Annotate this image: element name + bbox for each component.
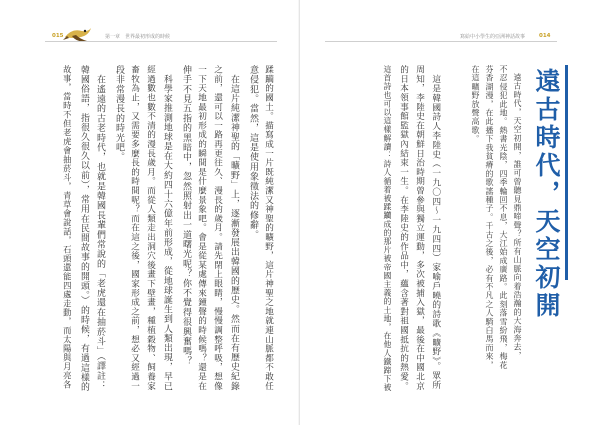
- body-line: 蹂躏的國土。描寫成一片既純潔又神聖的曠野，這片神聖之地就連山脈都不敢任: [263, 65, 274, 391]
- body-line: 伸手不見五指的黑暗中，忽然照射出一道曙光呢？你不覺得很興奮嗎？: [181, 65, 191, 366]
- left-page-number: 015: [52, 33, 64, 39]
- poem-line: 不忍侵犯此地。熱書光陰，四季輪回不息，大江始成廣路。此刻落雪紛飛，梅花: [499, 65, 508, 370]
- poem-line: 芬香湖漫，在此播下我貧瘠的歌謠種子。千古之後，必有不凡之人騎白馬而來，: [485, 65, 494, 370]
- body-line: 故事，當時不但老虎會抽菸斗，青草會說話，石頭還能四處走動，而太陽與月亮各: [62, 65, 73, 389]
- body-line: 科學家推測地球是在大約四十六億年前形成，從地球誕生到人類出現，早已: [161, 65, 172, 392]
- left-header-rule: [45, 41, 277, 42]
- chapter-title: 遠古時代，天空初開: [532, 68, 561, 320]
- body-line: 段非常漫長的時光吧。: [114, 65, 124, 162]
- body-line: 韓國俗語，指很久很久以前），常用在民間故事的開頭。）的時候，有過這樣的: [78, 65, 89, 392]
- body-line: 一下天地最初形成的瞬間是什麼景象吧。會是從某處傳來鐘聲的時候嗎？還是在: [196, 65, 207, 391]
- body-line: 的日本領事館監獄內結束一生。在李陸史的作品中，蘊含著對祖國抵抗的熱愛。: [398, 65, 409, 391]
- left-running-head: 第一章 世界最初形成的時候: [105, 34, 171, 40]
- right-header-rule: [325, 41, 557, 42]
- body-line: 之前，還可以一路再更往久、漫長的歲月。請先閉上眼睛，慢慢調整呼吸，想像: [212, 65, 223, 391]
- title-accent-bar: [565, 65, 568, 280]
- body-line: 在這片純潔神聖的「曠野」上，逐漸發展出韓國的歷史。然而在有歷史紀錄: [228, 65, 239, 392]
- right-page-number: 014: [539, 33, 551, 39]
- body-line: 意侵犯。當然，這是使用象徵法的修辭。: [248, 65, 258, 240]
- right-page-header: [539, 33, 550, 39]
- body-line: 這是韓國詩人李陸史（一九〇四～一九四四）家喻戶曉的詩歌《曠野》。眾所: [430, 65, 441, 390]
- right-running-head: 寫給中小學生的亞洲神話故事: [460, 34, 526, 40]
- body-line: 畜牧為止，又需要多麼長的時間呢？而在這之後，國家形成之前，想必又經過一: [129, 65, 140, 391]
- body-line: 經過數也數不清的漫長歲月。而從人類走出洞穴後畫下壁畫，種植穀物、飼養家: [145, 65, 156, 391]
- poem-line: 遠古時代，天空初開，誰可曾聽見鼎啼聲？所有山脈向着浩瀚的大海奔去，: [513, 73, 522, 361]
- body-line: 周知，李陸史在朝鮮日治時期曾參與獨立運動，多次被捕入獄，最後在中國北京: [414, 65, 425, 391]
- body-line: 在遙遠的古老時代，也就是韓國長輩們常說的「老虎還在抽菸斗」（譯註：: [95, 65, 105, 391]
- poem-line: 在這曠野放聲高歌。: [471, 65, 480, 144]
- body-line: 這首詩也可以這樣解讀：詩人循着被蹂躪成的那片被帝國主義的土地，在他人鐵蹄下被: [382, 65, 392, 392]
- left-page-header: [52, 33, 63, 39]
- right-page: [300, 0, 600, 425]
